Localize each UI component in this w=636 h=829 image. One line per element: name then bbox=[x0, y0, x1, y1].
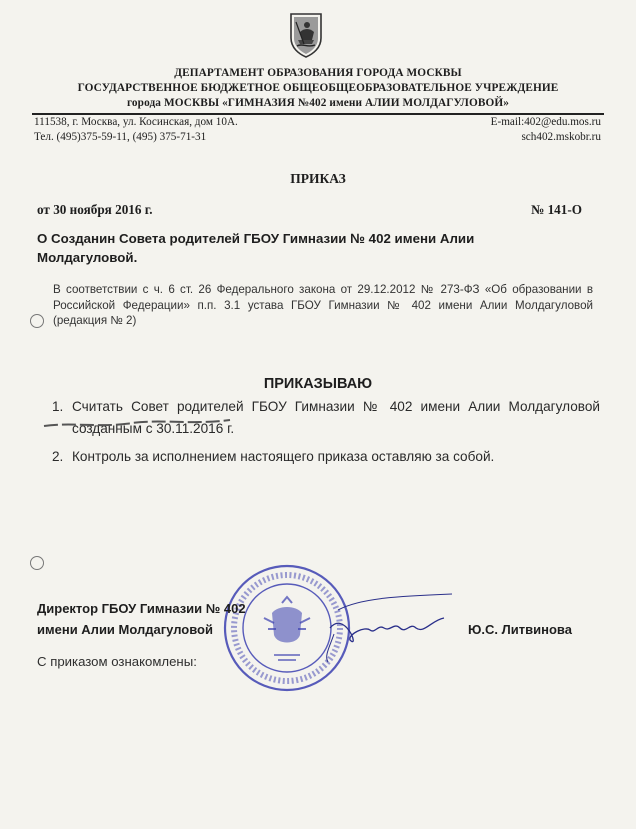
header-institution-type: ГОСУДАРСТВЕННОЕ БЮДЖЕТНОЕ ОБЩЕОБЩЕОБРАЗОВАТЕЛЬНОЕ УЧРЕЖДЕНИЕ bbox=[77, 82, 559, 94]
signatory-name: Ю.С. Литвинова bbox=[468, 622, 572, 637]
order-item-text: Считать Совет родителей ГБОУ Гимназии № 402 имени Алии Молдагуловой созданным с 30.11.2016 г. bbox=[72, 399, 600, 436]
order-number: № 141-О bbox=[531, 202, 582, 217]
signatory-position-line1: Директор ГБОУ Гимназии № 402 bbox=[37, 601, 246, 616]
pen-mark bbox=[42, 414, 232, 432]
contact-site: sch402.mskobr.ru bbox=[521, 131, 601, 143]
moscow-coat-of-arms-icon bbox=[288, 10, 324, 58]
header-institution-name: города МОСКВЫ «ГИМНАЗИЯ №402 имени АЛИИ МОЛДАГУЛОВОЙ» bbox=[126, 97, 509, 109]
order-item-number: 1. bbox=[52, 399, 64, 414]
order-item bbox=[52, 446, 600, 468]
acknowledgement-label: С приказом ознакомлены: bbox=[37, 654, 197, 669]
order-item-number: 2. bbox=[52, 449, 64, 464]
contact-email: E-mail:402@edu.mos.ru bbox=[490, 116, 601, 128]
header-divider bbox=[32, 113, 604, 115]
order-item-text: Контроль за исполнением настоящего приказа оставляю за собой. bbox=[72, 449, 495, 464]
order-heading: ПРИКАЗЫВАЮ bbox=[263, 376, 373, 392]
signatory-position-line2: имени Алии Молдагуловой bbox=[37, 622, 213, 637]
order-subject: О Созданин Совета родителей ГБОУ Гимназии № 402 имени Алии Молдагуловой. bbox=[37, 231, 475, 265]
contact-phones: Тел. (495)375-59-11, (495) 375-71-31 bbox=[34, 131, 207, 143]
header-department: ДЕПАРТАМЕНТ ОБРАЗОВАНИЯ ГОРОДА МОСКВЫ bbox=[174, 67, 462, 79]
punch-hole bbox=[30, 314, 44, 328]
handwritten-signature bbox=[320, 590, 460, 670]
order-basis: В соответствии с ч. 6 ст. 26 Федерального закона от 29.12.2012 № 273-ФЗ «Об образовании в Российской Федерации» п.п. 3.1 устава ГБОУ Гимназии № 402 имени Алии Молдагуловой (редакция № 2) bbox=[53, 283, 593, 327]
order-title: ПРИКАЗ bbox=[290, 171, 346, 186]
contact-address: 111538, г. Москва, ул. Косинская, дом 10А. bbox=[34, 116, 238, 128]
punch-hole bbox=[30, 556, 44, 570]
order-date: от 30 ноября 2016 г. bbox=[37, 202, 153, 217]
